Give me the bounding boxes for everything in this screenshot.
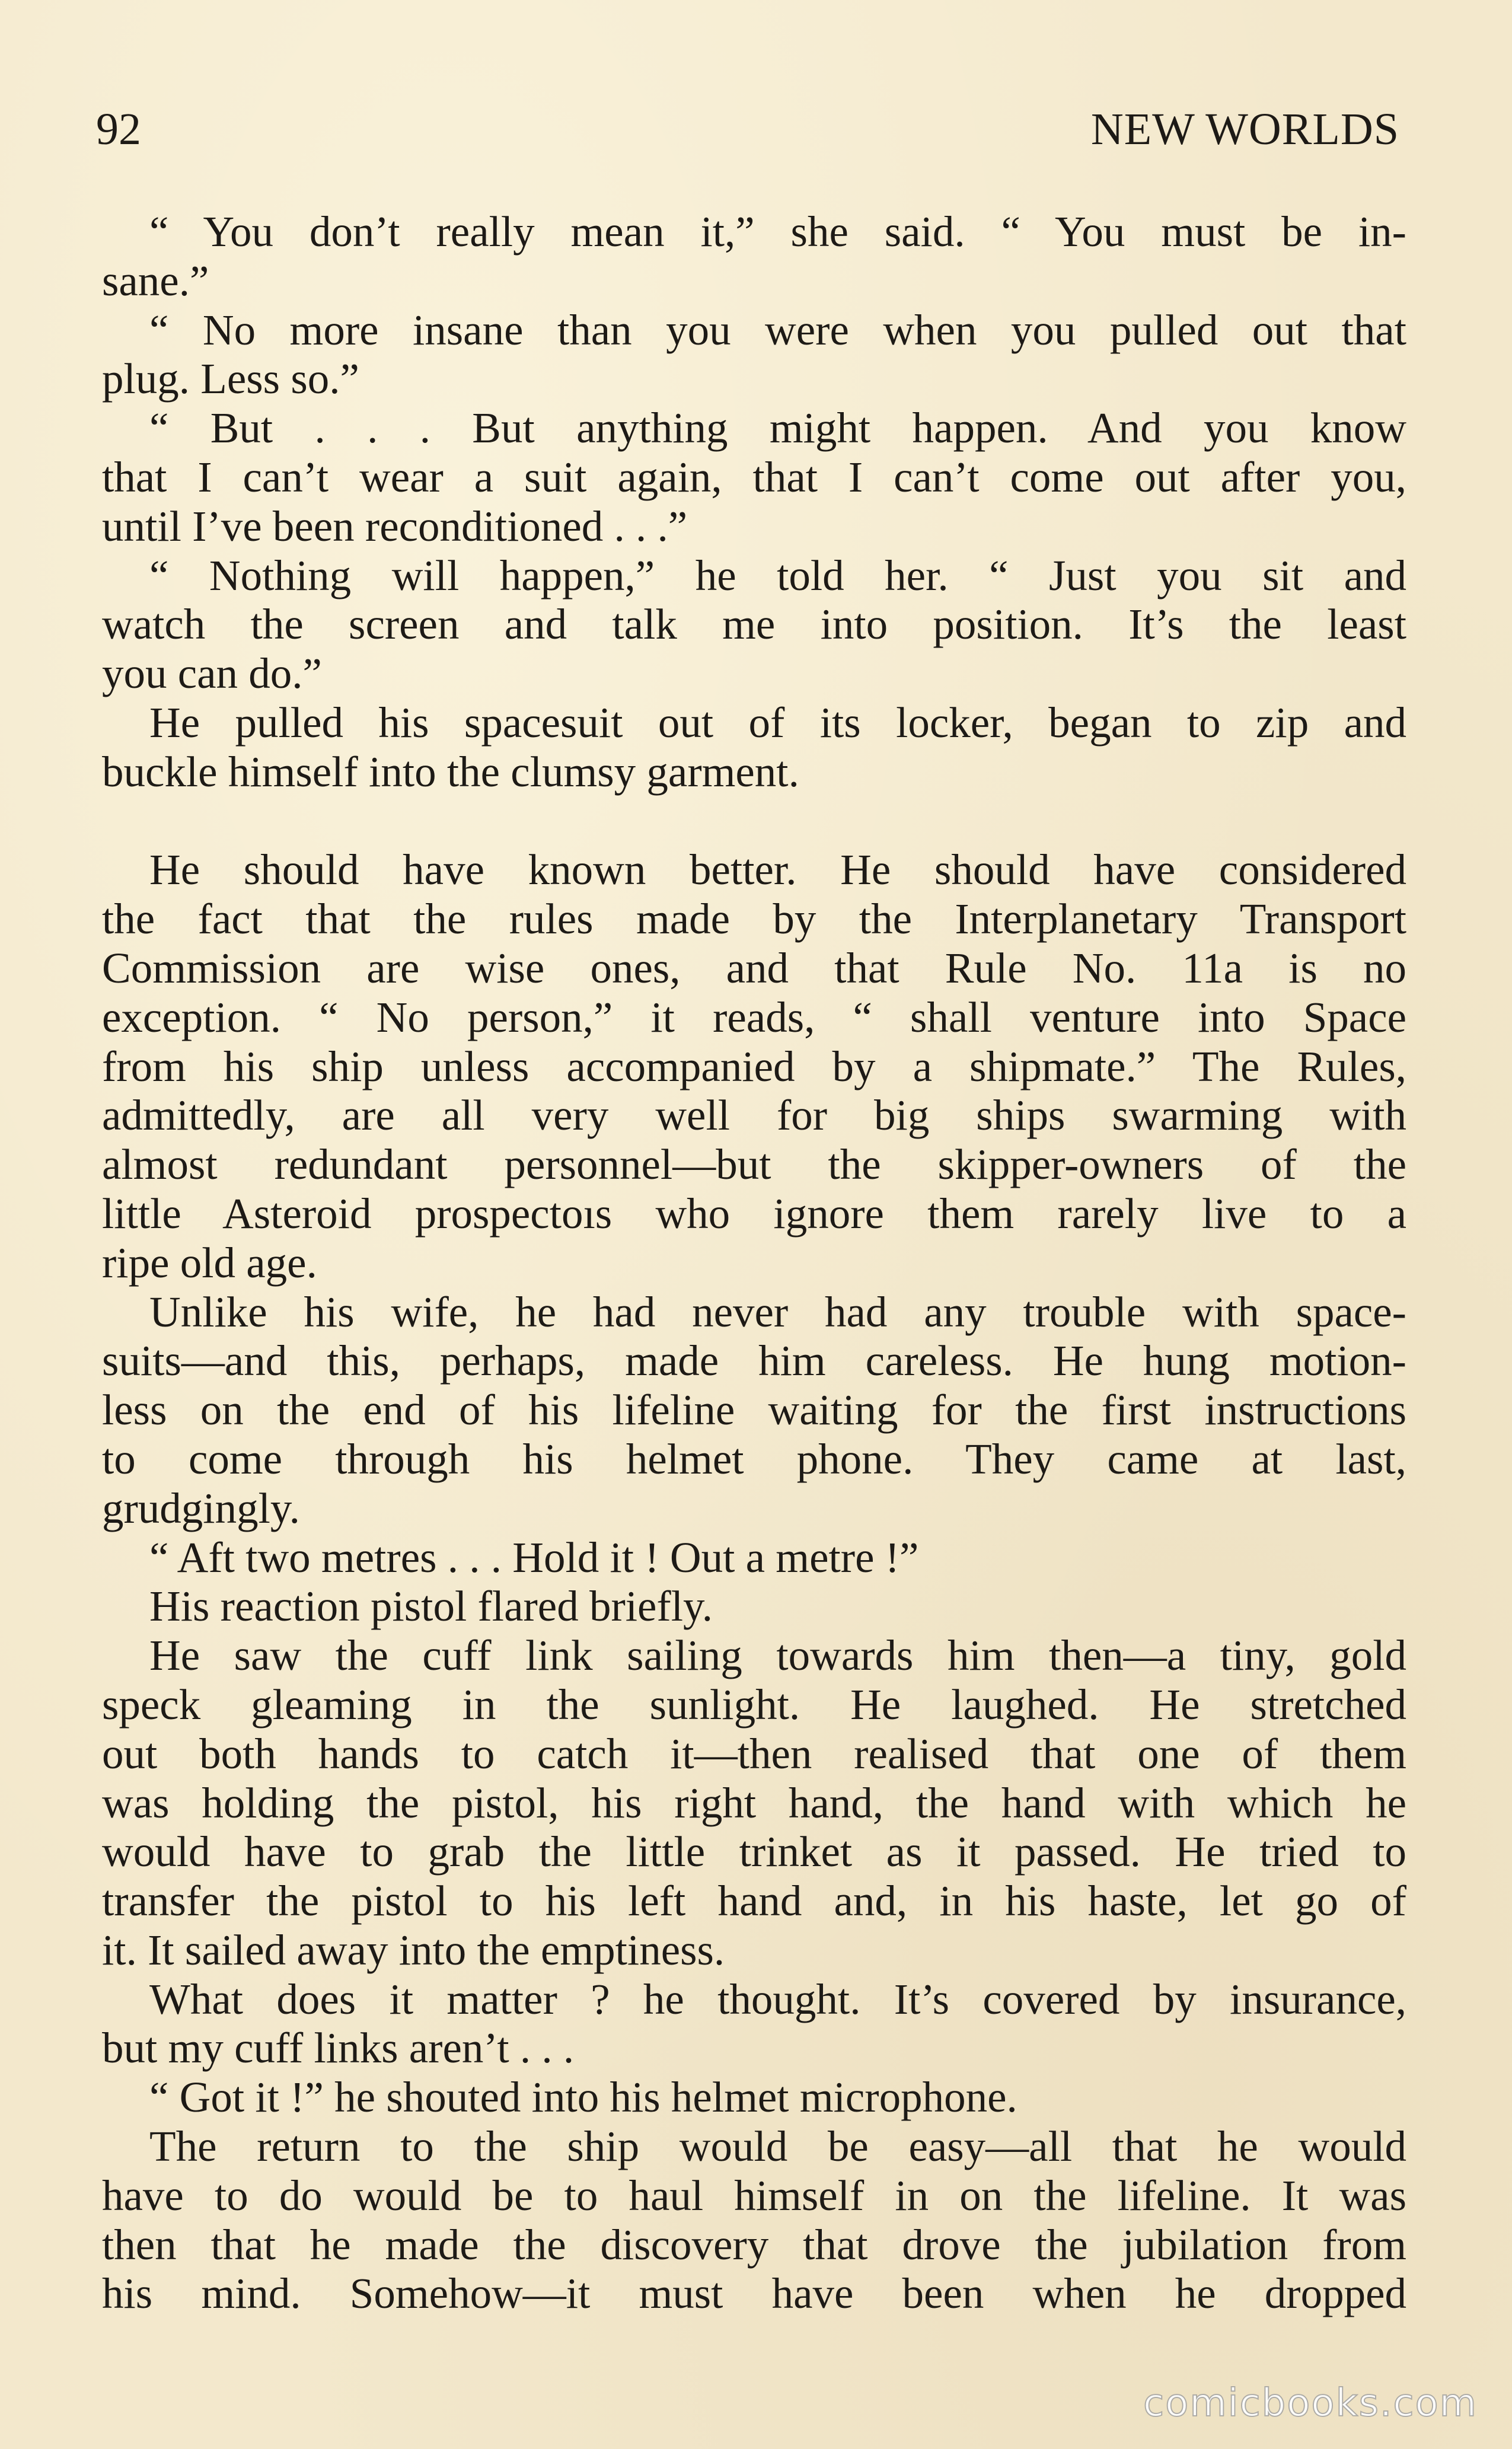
text-line: admittedly, are all very well for big ships swarming with — [102, 1091, 1406, 1140]
text-line: Unlike his wife, he had never had any trouble with space- — [149, 1287, 1406, 1336]
text-line: watch the screen and talk me into position. It’s the least — [102, 600, 1406, 649]
text-line: out both hands to catch it—then realised that one of them — [102, 1729, 1406, 1778]
text-line: suits—and this, perhaps, made him careless. He hung motion- — [102, 1337, 1406, 1385]
text-line: “ You don’t really mean it,” she said. “ You must be in- — [149, 208, 1406, 256]
text-line: it. It sailed away into the emptiness. — [102, 1925, 725, 1974]
text-line: that I can’t wear a suit again, that I can’t come out after you, — [102, 452, 1406, 501]
text-line: What does it matter ? he thought. It’s covered by insurance, — [149, 1975, 1406, 2023]
text-line: then that he made the discovery that drove the jubilation from — [102, 2220, 1406, 2269]
text-line: speck gleaming in the sunlight. He laughed. He stretched — [102, 1680, 1406, 1729]
text-line: less on the end of his lifeline waiting for the first instructions — [102, 1386, 1406, 1434]
text-line: “ No more insane than you were when you pulled out that — [149, 305, 1406, 354]
text-line: “ Got it !” he shouted into his helmet microphone. — [149, 2073, 1017, 2122]
text-line: He should have known better. He should have considered — [149, 846, 1406, 894]
text-line: “ Aft two metres . . . Hold it ! Out a metre !” — [149, 1533, 919, 1581]
text-line: exception. “ No person,” it reads, “ shall venture into Space — [102, 993, 1406, 1041]
text-line: would have to grab the little trinket as it passed. He tried to — [102, 1828, 1406, 1876]
section-break — [102, 797, 1406, 846]
text-line: His reaction pistol flared briefly. — [149, 1582, 713, 1631]
text-line: was holding the pistol, his right hand, the hand with which he — [102, 1778, 1406, 1827]
text-line: He pulled his spacesuit out of its locker, began to zip and — [149, 698, 1406, 747]
text-line: He saw the cuff link sailing towards him then—a tiny, gold — [149, 1631, 1406, 1680]
text-line: to come through his helmet phone. They came at last, — [102, 1434, 1406, 1483]
text-line: sane.” — [102, 256, 209, 305]
text-line: until I’ve been reconditioned . . .” — [102, 502, 688, 550]
text-line: transfer the pistol to his left hand and, in his haste, let go of — [102, 1877, 1406, 1925]
text-line: his mind. Somehow—it must have been when he dropped — [102, 2269, 1406, 2318]
text-line: ripe old age. — [102, 1238, 317, 1287]
text-line: plug. Less so.” — [102, 355, 359, 403]
text-line: buckle himself into the clumsy garment. — [102, 747, 799, 796]
text-line: “ But . . . But anything might happen. And you know — [149, 404, 1406, 452]
story-text — [102, 208, 1406, 2319]
page-number: 92 — [96, 104, 141, 154]
text-line: the fact that the rules made by the Interplanetary Transport — [102, 895, 1406, 943]
text-line: from his ship unless accompanied by a shipmate.” The Rules, — [102, 1042, 1406, 1090]
running-head: NEW WORLDS — [1090, 104, 1399, 154]
text-line: little Asteroid prospectoıs who ignore them rarely live to a — [102, 1189, 1406, 1238]
text-line: grudgingly. — [102, 1484, 300, 1532]
text-line: have to do would be to haul himself in on the lifeline. It was — [102, 2171, 1406, 2220]
text-line: Commission are wise ones, and that Rule No. 11a is no — [102, 943, 1406, 992]
text-line: almost redundant personnel—but the skipper-owners of the — [102, 1140, 1406, 1189]
watermark-logo: comicbooks.com — [1143, 2381, 1478, 2425]
text-line: The return to the ship would be easy—all that he would — [149, 2122, 1406, 2171]
text-line: you can do.” — [102, 649, 322, 698]
text-line: “ Nothing will happen,” he told her. “ Just you sit and — [149, 551, 1406, 600]
text-line: but my cuff links aren’t . . . — [102, 2024, 575, 2072]
